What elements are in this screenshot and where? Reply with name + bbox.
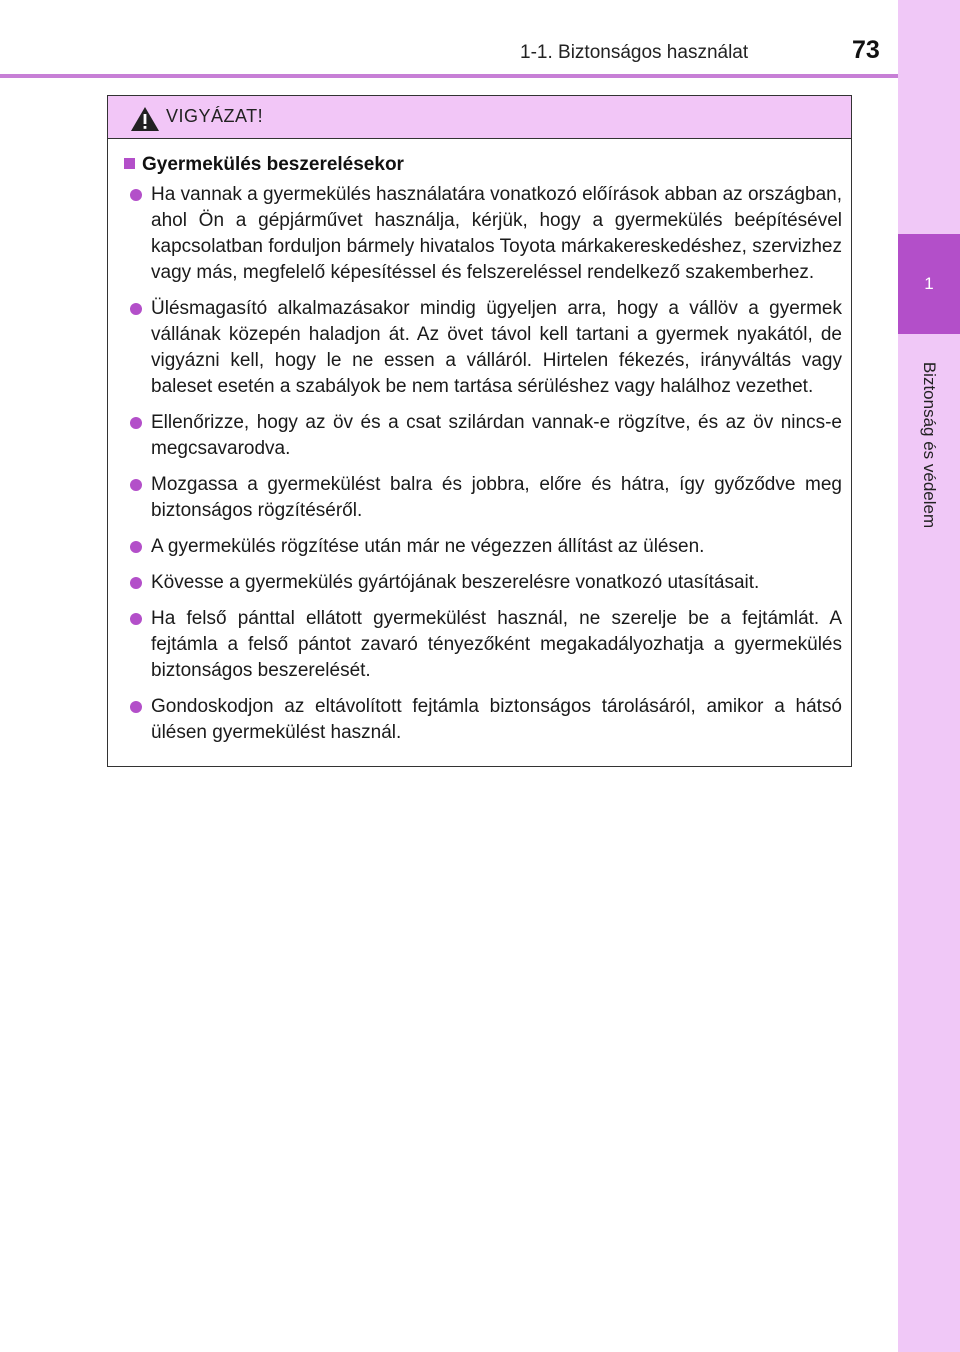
warning-box <box>107 95 852 767</box>
bullet-dot-icon <box>130 479 142 491</box>
list-item-text: A gyermekülés rögzítése után már ne végezzen állítást az ülésen. <box>151 536 705 557</box>
bullet-dot-icon <box>130 613 142 625</box>
section-title: 1-1. Biztonságos használat <box>520 42 749 63</box>
square-bullet-icon <box>124 158 135 169</box>
list-item <box>130 570 842 596</box>
bullet-dot-icon <box>130 189 142 201</box>
bullet-dot-icon <box>130 541 142 553</box>
list-item <box>130 472 842 524</box>
list-item <box>130 606 842 684</box>
list-item <box>130 694 842 746</box>
list-item-text: Mozgassa a gyermekülést balra és jobbra, előre és hátra, így győződve meg biztonságos rögzítéséről. <box>151 474 842 521</box>
list-item-text: Ellenőrizze, hogy az öv és a csat szilárdan vannak-e rögzítve, és az öv nincs-e megcsavarodva. <box>151 412 842 459</box>
warning-title: VIGYÁZAT! <box>166 106 264 126</box>
warning-triangle-icon <box>130 106 160 132</box>
header-divider <box>0 74 898 78</box>
list-item-text: Kövesse a gyermekülés gyártójának beszerelésre vonatkozó utasításait. <box>151 572 760 593</box>
list-item-text: Ha vannak a gyermekülés használatára vonatkozó előírások abban az országban, ahol Ön a gépjárművet használja, kérjük, hogy a gyermekülés beépítésével kapcsolatban forduljon bármely hivatalos Toyota márkakereskedéshez, szervizhez vagy más, megfelelő képesítéssel és felszereléssel rendelkező szakemberhez. <box>151 184 842 283</box>
side-tab <box>898 0 960 1352</box>
page-number: 73 <box>852 36 880 64</box>
bullet-dot-icon <box>130 577 142 589</box>
list-item <box>130 296 842 400</box>
list-item-text: Gondoskodjon az eltávolított fejtámla biztonságos tárolásáról, amikor a hátsó ülésen gyermekülést használ. <box>151 696 842 743</box>
section-heading <box>124 154 404 176</box>
bullet-dot-icon <box>130 417 142 429</box>
list-item-text: Ülésmagasító alkalmazásakor mindig ügyeljen arra, hogy a vállöv a gyermek vállának közepén haladjon át. Az övet távol kell tartani a gyermek nyakától, de vigyázni kell, hogy le ne essen a válláról. Hirtelen fékezés, irányváltás vagy baleset esetén a szabályok be nem tartása sérüléshez vagy halálhoz vezethet. <box>151 298 842 397</box>
chapter-label: Biztonság és védelem <box>920 361 939 529</box>
bullet-dot-icon <box>130 701 142 713</box>
warning-list <box>130 182 842 756</box>
list-item <box>130 182 842 286</box>
section-heading-text: Gyermekülés beszerelésekor <box>142 154 404 175</box>
chapter-number: 1 <box>898 234 960 334</box>
list-item <box>130 410 842 462</box>
list-item-text: Ha felső pánttal ellátott gyermekülést használ, ne szerelje be a fejtámlát. A fejtámla a felső pántot zavaró tényezőként megakadályozhatja a gyermekülés biztonságos beszerelését. <box>151 608 842 681</box>
bullet-dot-icon <box>130 303 142 315</box>
warning-header <box>108 96 851 139</box>
list-item <box>130 534 842 560</box>
